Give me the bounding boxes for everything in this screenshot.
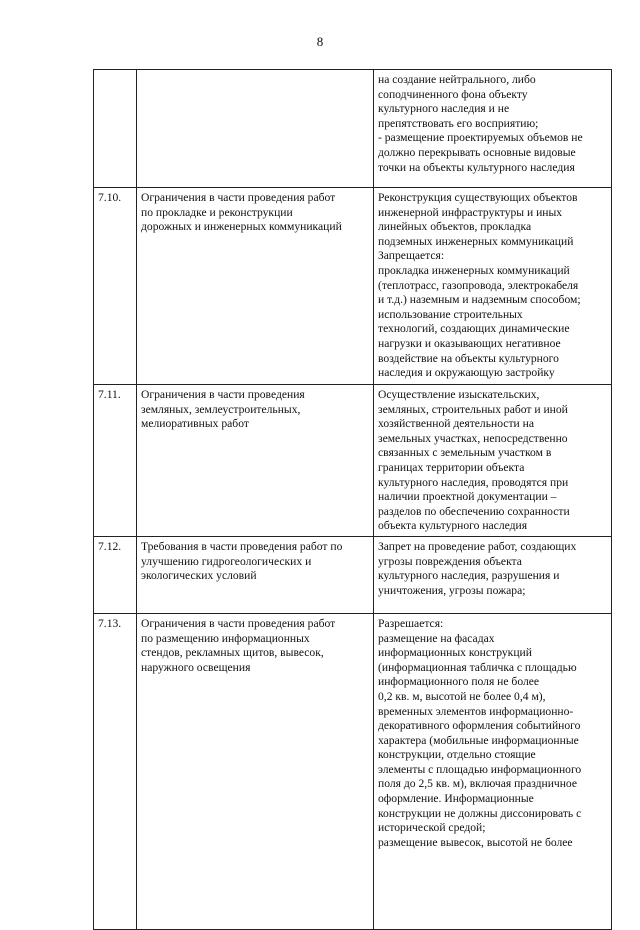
description-line: элементы с площадью информационного [378,762,582,776]
title-line: Ограничения в части проведения работ [141,191,336,204]
description-line: - размещение проектируемых объемов не [378,131,583,145]
row-description-cell [374,536,612,613]
description-line: границах территории объекта [378,460,525,474]
description-line: наследия и окружающую застройку [378,366,555,380]
description-line: угрозы повреждения объекта [378,554,522,568]
title-line: по размещению информационных [141,631,310,645]
description-line: связанных с земельным участком в [378,446,552,460]
description-line: информационных конструкций [378,646,532,660]
row-description-cell [374,613,612,929]
description-line: поля до 2,5 кв. м), включая праздничное [378,777,578,791]
description-line: исторической средой; [378,821,486,835]
description-line: подземных инженерных коммуникаций [378,234,574,248]
description-line: 0,2 кв. м, высотой не более 0,4 м), [378,689,546,703]
description-line: препятствовать его восприятию; [378,116,539,130]
description-line: уничтожения, угрозы пожара; [378,583,526,597]
description-line: и т.д.) наземным и надземным способом; [378,293,581,307]
row-description-cell [374,188,612,385]
description-line: технологий, создающих динамические [378,322,570,336]
table-row [94,613,612,929]
title-line: наружного освещения [141,660,251,674]
row-description-cell [374,385,612,537]
description-line: на создание нейтрального, либо [378,73,536,86]
title-line: мелиоративных работ [141,417,249,431]
description-line: объекта культурного наследия [378,519,528,533]
description-line: Осуществление изыскательских, [378,388,540,401]
description-line: Запрет на проведение работ, создающих [378,539,577,553]
description-line: наличии проектной документации – [378,490,557,504]
row-number-cell [94,70,137,188]
row-title-cell [137,385,374,537]
row-description-cell [374,70,612,188]
title-line: Ограничения в части проведения [141,388,305,401]
page-number: 8 [316,34,324,49]
description-line: точки на объекты культурного наследия [378,160,575,174]
description-line: (теплотрасс, газопровода, электрокабеля [378,278,579,292]
row-number-cell: 7.11. [94,385,137,537]
title-line: стендов, рекламных щитов, вывесок, [141,646,324,660]
description-line: размещение на фасадах [378,631,495,645]
description-line: размещение вывесок, высотой не более [378,835,573,849]
description-line: нагрузки и оказывающих негативное [378,336,561,350]
description-line: характера (мобильные информационные [378,733,579,747]
description-line: разделов по обеспечению сохранности [378,504,570,518]
description-line: Разрешается: [378,616,444,630]
table-row [94,385,612,537]
row-number-cell: 7.12. [94,536,137,613]
description-line: информационного поля не более [378,675,540,689]
description-line: земляных, строительных работ и иной [378,402,568,416]
row-title-cell [137,613,374,929]
row-title-cell [137,536,374,613]
description-line: культурного наследия и не [378,102,510,116]
row-title-cell [137,188,374,385]
table-row [94,536,612,613]
row-number-cell: 7.10. [94,188,137,385]
description-line: оформление. Информационные [378,792,534,806]
description-line: инженерной инфраструктуры и иных [378,205,563,219]
description-line: соподчиненного фона объекту [378,87,528,101]
description-line: декоративного оформления событийного [378,719,581,733]
title-line: земляных, землеустроительных, [141,402,301,416]
description-line: воздействие на объекты культурного [378,351,559,365]
restrictions-table [93,69,612,930]
table-row [94,70,612,188]
description-line: Запрещается: [378,249,445,263]
table-row [94,188,612,385]
description-line: конструкции не должны диссонировать с [378,806,582,820]
title-line: Ограничения в части проведения работ [141,616,336,630]
title-line: Требования в части проведения работ по [141,539,343,553]
description-line: культурного наследия, разрушения и [378,569,560,583]
description-line: хозяйственной деятельности на [378,417,534,431]
description-line: линейных объектов, прокладка [378,220,532,234]
description-line: конструкции, отдельно стоящие [378,748,536,762]
description-line: использование строительных [378,307,523,321]
title-line: экологических условий [141,569,257,583]
title-line: дорожных и инженерных коммуникаций [141,220,342,234]
row-title-cell [137,70,374,188]
title-line: по прокладке и реконструкции [141,205,293,219]
description-line: культурного наследия, проводятся при [378,475,569,489]
description-line: должно перекрывать основные видовые [378,145,576,159]
description-line: прокладка инженерных коммуникаций [378,263,570,277]
description-line: временных элементов информационно- [378,704,574,718]
description-line: Реконструкция существующих объектов [378,191,578,204]
description-line: земельных участках, непосредственно [378,431,568,445]
description-line: (информационная табличка с площадью [378,660,577,674]
title-line: улучшению гидрогеологических и [141,554,312,568]
row-number-cell: 7.13. [94,613,137,929]
